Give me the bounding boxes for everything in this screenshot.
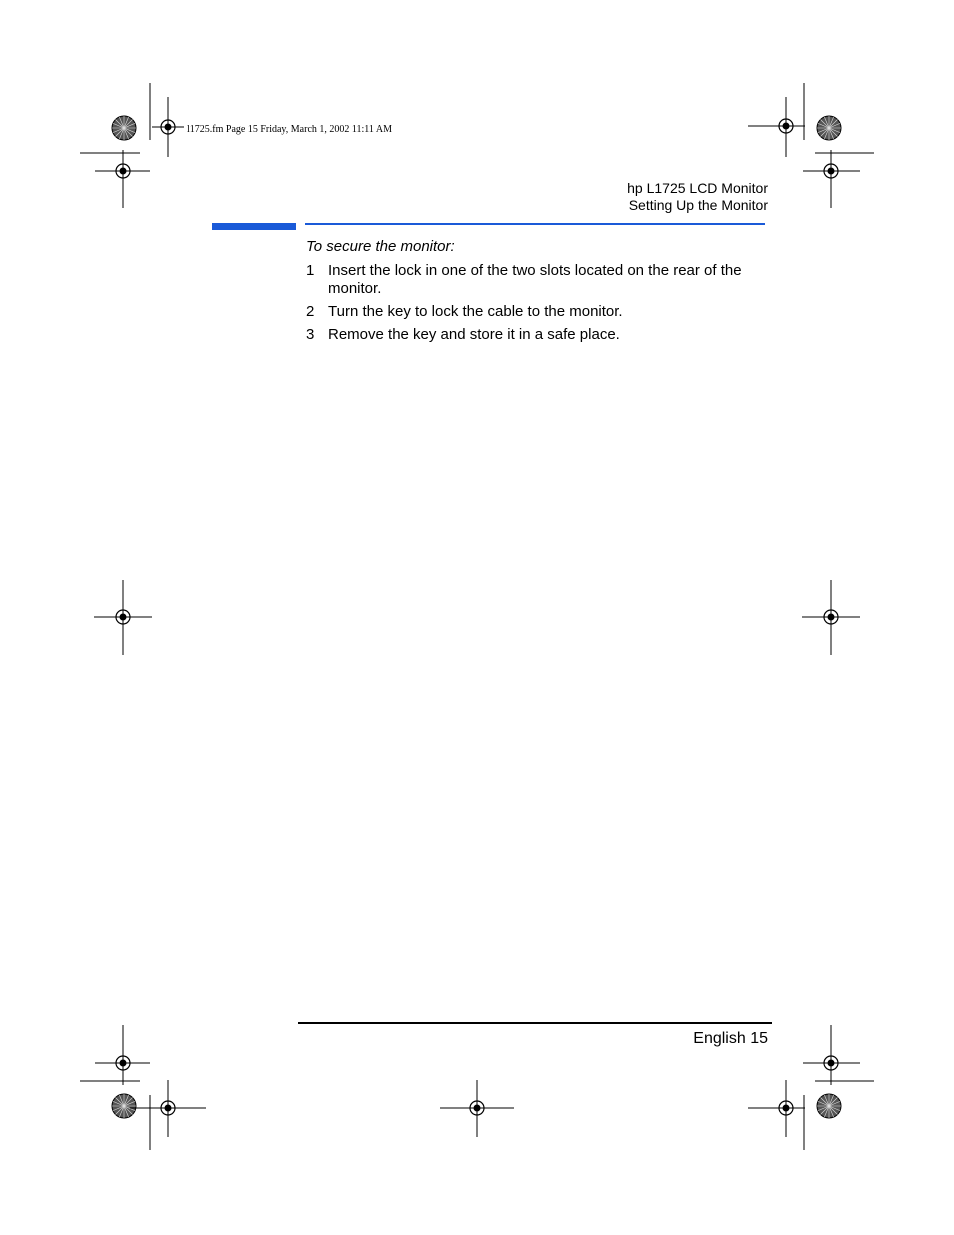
file-slug: l1725.fm Page 15 Friday, March 1, 2002 11:11 AM bbox=[187, 124, 392, 135]
accent-tab bbox=[212, 223, 296, 230]
header-section-title: Setting Up the Monitor bbox=[628, 197, 768, 213]
footer-rule bbox=[298, 1022, 772, 1024]
procedure-step bbox=[306, 326, 766, 344]
procedure-step bbox=[306, 303, 766, 321]
header-rule bbox=[305, 223, 765, 225]
step-text: Insert the lock in one of the two slots located on the rear of the monitor. bbox=[328, 262, 742, 297]
procedure-title: To secure the monitor: bbox=[306, 238, 455, 255]
procedure-step bbox=[306, 262, 766, 298]
procedure-steps bbox=[306, 262, 766, 344]
running-header bbox=[627, 180, 768, 214]
step-number: 2 bbox=[306, 303, 315, 320]
page-content bbox=[306, 237, 766, 349]
star-target-top-left bbox=[112, 116, 136, 140]
star-target-top-right bbox=[817, 116, 841, 140]
star-target-bottom-left bbox=[112, 1094, 136, 1118]
step-text: Remove the key and store it in a safe place. bbox=[328, 326, 620, 343]
page-number: English 15 bbox=[693, 1030, 768, 1047]
header-product-title: hp L1725 LCD Monitor bbox=[627, 180, 768, 196]
step-number: 3 bbox=[306, 326, 315, 343]
star-target-bottom-right bbox=[817, 1094, 841, 1118]
step-number: 1 bbox=[306, 262, 315, 279]
step-text: Turn the key to lock the cable to the monitor. bbox=[328, 303, 623, 320]
